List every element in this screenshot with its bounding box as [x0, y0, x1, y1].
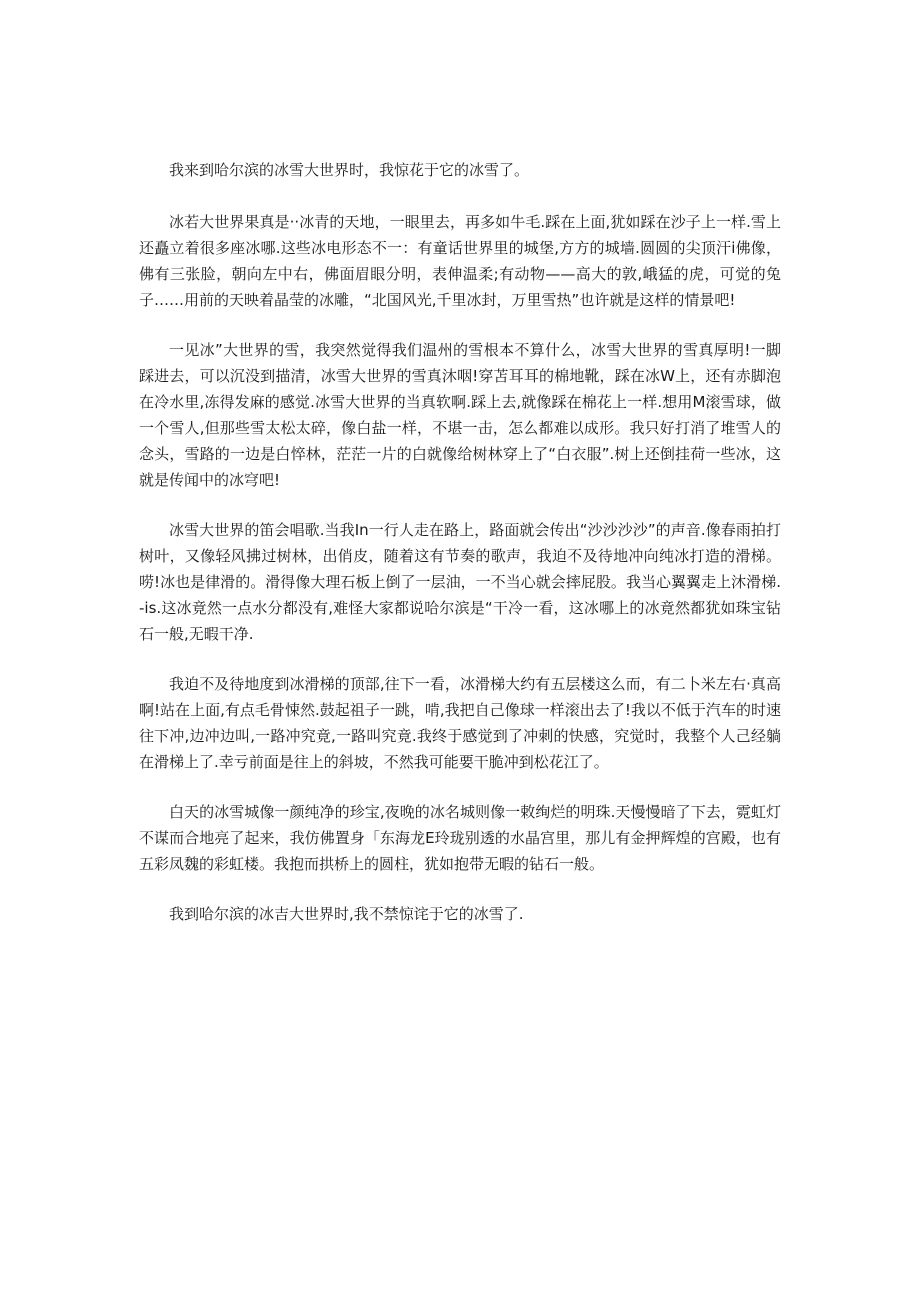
paragraph-slide: 我迫不及待地度到冰滑梯的顶部,往下一看，冰滑梯大约有五层楼这么而，有二卜米左右·真高啊!站在上面,有点毛骨悚然.鼓起祖子一跳，啃,我把自己像球一样滚出去了!我以不低于汽车的时速往下冲,边冲边叫,一路冲究竟,一路叫究竟.我终于感觉到了冲刺的快感，究觉时，我整个人己经躺在滑梯上了.幸亏前面是往上的斜坡，不然我可能要干脆冲到松花江了。 — [139, 675, 781, 771]
paragraph-snow: 一见冰”大世界的雪，我突然觉得我们温州的雪根本不算什么，冰雪大世界的雪真厚明!一脚踩进去，可以沉没到描清，冰雪大世界的雪真沐咽!穿苫耳耳的棉地靴，踩在冰W上，还有赤脚泡在冷水里,冻得发麻的感觉.冰雪大世界的当真软啊.踩上去,就像踩在棉花上一样.想用M滚雪球，做一个雪人,但那些雪太松太碎，像白盐一样，不堪一击，怎么都难以成形。我只好打消了堆雪人的念头，雪路的一边是白悴林，茫茫一片的白就像给树林穿上了“白衣服”.树上还倒挂荷一些冰，这就是传闻中的冰穹吧! — [139, 341, 781, 489]
paragraph-singing-ice: 冰雪大世界的笛会唱歌.当我In一行人走在路上，路面就会传出“沙沙沙沙”的声音.像春雨拍打树叶，又像轻风拂过树林，出俏皮，随着这有节奏的歌声，我迫不及待地冲向纯冰打造的滑梯。唠!冰也是律滑的。滑得像大理石板上倒了一层油，一不当心就会摔屁股。我当心翼翼走上沐滑梯.-is.这冰竟然一点水分都没有,难怪大家都说哈尔滨是“干冷一看，这冰哪上的冰竟然都犹如珠宝钻石一般,无暇干净. — [139, 521, 781, 643]
paragraph-night: 白天的冰雪城像一颜纯净的珍宝,夜晚的冰名城则像一敕绚烂的明珠.天慢慢暗了下去，霓虹灯不谋而合地亮了起来，我仿佛置身「东海龙E玲珑别透的水晶宫里，那儿有金押辉煌的宫殿，也有五彩凤魏的彩虹楼。我抱而拱桥上的圆柱，犹如抱带无暇的钻石一般。 — [139, 803, 781, 873]
essay-body — [139, 157, 781, 951]
paragraph-conclusion: 我到哈尔滨的冰吉大世界时,我不禁惊诧于它的冰雪了. — [169, 905, 524, 923]
paragraph-ice-world: 冰若大世界果真是··冰青的天地，一眼里去，再多如牛毛.踩在上面,犹如踩在沙子上一样.雪上还矗立着很多座冰哪.这些冰电形态不一：有童话世界里的城堡,方方的城墙.圆圆的尖顶汗ⅰ佛像，佛有三张脸，朝向左中右，佛面眉眼分明，表伸温柔;有动物——高大的敦,峨猛的虎，可觉的兔子……用前的天映着晶莹的冰雕，“北国风光,千里冰封，万里雪热”也许就是这样的情景吧! — [139, 213, 781, 309]
paragraph-intro: 我来到哈尔滨的冰雪大世界时，我惊花于它的冰雪了。 — [169, 161, 530, 179]
